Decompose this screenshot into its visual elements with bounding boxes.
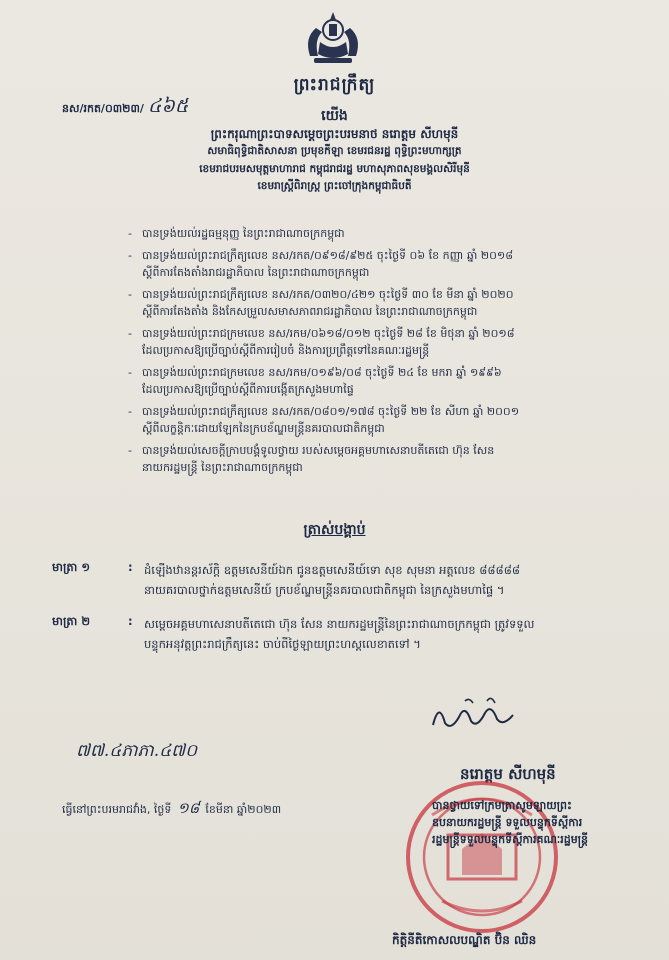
article-text-line: ដំឡើងឋានន្តរស័ក្តិ ឧត្តមសេនីយ៍ឯក ជូនឧត្តមសេនីយ៍ទោ សុខ សុមនា អត្តលេខ ៨៨៨៨៨ [144,563,520,577]
we-heading: យើង [321,108,348,124]
recital-item [128,403,638,437]
issue-place-date [62,799,281,821]
handwritten-date: ៧៧.៤ភាភា.៤៧០ [76,741,198,761]
recital-item [128,286,638,320]
document-title: ព្រះរាជក្រឹត្យ [293,75,376,95]
article-label: មាត្រា ២ [52,614,91,628]
signer-name: នរោត្តម សីហមុនី [460,765,556,783]
recital-text-continued: នាយករដ្ឋមន្ត្រី នៃព្រះរាជាណាចក្រកម្ពុជា [142,461,303,474]
article-text-line: នាយគរបាលថ្នាក់ឧត្តមសេនីយ៍ ក្របខ័ណ្ឌមន្ត្រីនគរបាលជាតិកម្ពុជា នៃក្រសួងមហាផ្ទៃ ។ [144,583,505,597]
issue-day: ១៨ [177,799,200,817]
royal-title-line-2: ខេមរាជបរមសមុត្តមាហារាជ កម្ពុជរាជរដ្ឋ មហាសុភាពសុខមង្គលសិរីមុនី [199,163,470,175]
article-text [144,614,644,654]
recital-item [128,364,638,398]
article-text [144,560,644,600]
countersign-line: ឧបនាយករដ្ឋមន្ត្រី ទទួលបន្ទុកទីស្តីការ [432,816,583,829]
article-colon: : [128,560,133,574]
recital-text: បានទ្រង់យល់ព្រះរាជក្រមលេខ នស/រកម/០៦១៨/០១២ ចុះថ្ងៃទី ២៨ ខែ មិថុនា ឆ្នាំ ២០១៨ [142,327,515,340]
document-number-handwritten: ៤៦៥ [147,95,189,117]
recital-text: បានទ្រង់យល់ព្រះរាជក្រមលេខ នស/រកម/០១៩៦/០៨ ចុះថ្ងៃទី ២៤ ខែ មករា ឆ្នាំ ១៩៩៦ [142,366,502,379]
royal-title-line-1: សមាធិពុទ្ធិជាតិសាសនា ប្រមុខកីឡា ខេមរជនរដ្ឋ ពុទ្ធិព្រះមហាក្សត្រ [207,145,462,157]
recital-text: បានទ្រង់យល់ព្រះរាជក្រឹត្យលេខ នស/រកត/០៨០១/១៧៨ ចុះថ្ងៃទី ២២ ខែ សីហា ឆ្នាំ ២០០១ [142,405,520,418]
royal-title-line-3: ខេមរាស្ត្រីពិរាស្ត្រ ព្រះចៅក្រុងកម្ពុជាធិបតី [257,180,412,192]
countersign-line: រដ្ឋមន្ត្រីទទួលបន្ទុកទីស្តីការគណៈរដ្ឋមន្ត្រី [432,833,589,846]
recital-text: បានទ្រង់យល់ព្រះរាជក្រឹត្យលេខ នស/រកត/០៩១៨/៩២៥ ចុះថ្ងៃទី ០៦ ខែ កញ្ញា ឆ្នាំ ២០១៨ [142,249,514,262]
recital-text-continued: ដែលប្រកាសឱ្យប្រើច្បាប់ស្តីពីការបង្កើតក្រសួងមហាផ្ទៃ [142,383,354,396]
royal-coat-of-arms-icon [296,8,370,68]
countersignature-block [432,797,652,848]
royal-signature [425,695,520,735]
sovereign-line: ព្រះករុណាព្រះបាទសម្តេចព្រះបរមនាថ នរោត្តម សីហមុនី [210,127,459,141]
recital-text-continued: ស្តីពីលក្ខន្តិកៈដោយឡែកនៃក្របខ័ណ្ឌមន្ត្រីនគរបាលជាតិកម្ពុជា [142,422,385,435]
recital-item [128,442,638,476]
countersigner-name: កិត្តិនីតិកោសលបណ្ឌិត ប៊ិន ឈិន [392,933,537,947]
article-label: មាត្រា ១ [52,560,91,574]
document-number-printed: នស/រកត/០៣២៣/ [62,102,144,115]
recital-item [128,247,638,281]
recital-text: បានទ្រង់យល់រដ្ឋធម្មនុញ្ញ នៃព្រះរាជាណាចក្រកម្ពុជា [142,227,345,240]
issue-place: ធ្វើនៅព្រះបរមរាជវាំង, ថ្ងៃទី [62,803,172,816]
recital-text-continued: ដែលប្រកាសឱ្យប្រើច្បាប់ស្តីពីការរៀបចំ និងការប្រព្រឹត្តទៅនៃគណៈរដ្ឋមន្ត្រី [142,344,430,357]
recital-item [128,225,638,242]
article-text-line: សម្តេចអគ្គមហាសេនាបតីតេជោ ហ៊ុន សែន នាយករដ្ឋមន្ត្រីនៃព្រះរាជាណាចក្រកម្ពុជា ត្រូវទទួល [144,617,535,631]
issue-month-year: ខែមីនា ឆ្នាំ២០២៣ [205,803,282,816]
recital-text-continued: ស្តីពីការតែងតាំងរាជរដ្ឋាភិបាល នៃព្រះរាជាណាចក្រកម្ពុជា [142,266,370,279]
recital-text: បានទ្រង់យល់ព្រះរាជក្រឹត្យលេខ នស/រកត/០៣២០/៤២១ ចុះថ្ងៃទី ៣០ ខែ មីនា ឆ្នាំ ២០២០ [142,288,514,301]
countersign-line: បានថ្វាយទៅក្រមត្រាសូមឡាយព្រះ [432,799,572,812]
article-colon: : [128,614,133,628]
article-text-line: បន្ទុកអនុវត្តព្រះរាជក្រឹត្យនេះ ចាប់ពីថ្ងៃឡាយព្រះហស្តលេខាតទៅ ។ [144,637,421,651]
recital-text: បានទ្រង់យល់សេចក្តីក្រាបបង្គំទូលថ្វាយ របស់សម្តេចអគ្គមហាសេនាបតីតេជោ ហ៊ុន សែន [142,444,495,457]
decision-heading: ត្រាស់បង្គាប់ [303,522,366,538]
recitals-list [128,225,638,481]
recital-item [128,325,638,359]
recital-text-continued: ស្តីពីការតែងតាំង និងកែសម្រួលសមាសភាពរាជរដ្ឋាភិបាល នៃព្រះរាជាណាចក្រកម្ពុជា [142,305,478,318]
